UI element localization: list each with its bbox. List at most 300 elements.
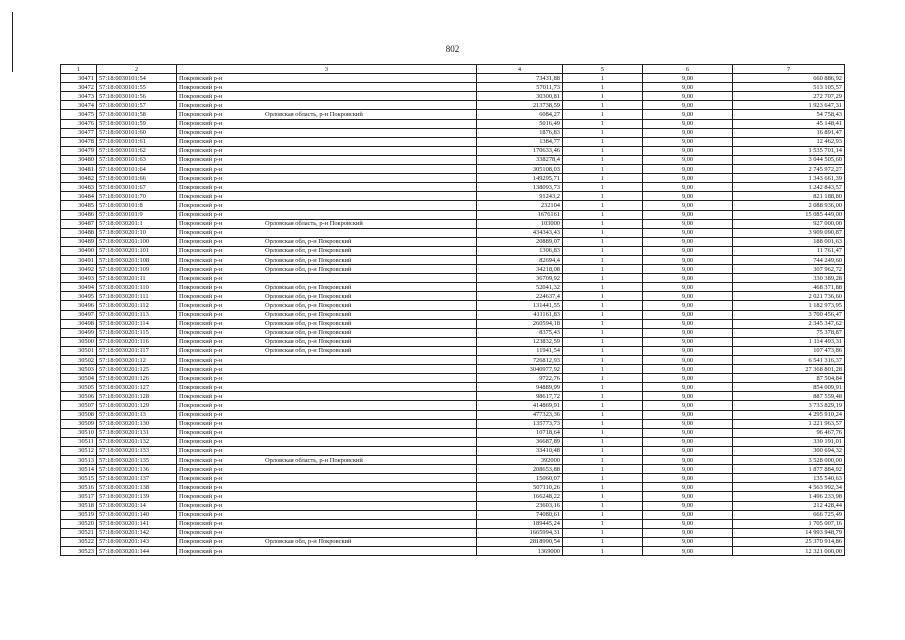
col-header-2: 2 xyxy=(97,65,177,74)
row-number-cell: 30483 xyxy=(61,183,97,192)
table-row xyxy=(61,228,845,237)
location-cell xyxy=(177,155,477,164)
district-text: Покровский р-н xyxy=(179,411,223,419)
row-number-cell: 30519 xyxy=(61,510,97,519)
table-row xyxy=(61,319,845,328)
cadastral-number-cell: 57:18:0030201:14 xyxy=(97,501,177,510)
cadastral-number-cell: 57:18:0030201:116 xyxy=(97,337,177,346)
value-cell: 1306,83 xyxy=(477,246,563,255)
page-number: 802 xyxy=(445,44,460,54)
value-cell: 98617,72 xyxy=(477,392,563,401)
value-cell: 434343,43 xyxy=(477,228,563,237)
rate-cell: 9,00 xyxy=(643,401,733,410)
row-number-cell: 30517 xyxy=(61,492,97,501)
cadastral-number-cell: 57:18:0030201:126 xyxy=(97,374,177,383)
district-text: Покровский р-н xyxy=(179,329,223,337)
location-cell xyxy=(177,237,477,246)
total-cell: 3 733 829,19 xyxy=(733,401,845,410)
cadastral-number-cell: 57:18:0030101:56 xyxy=(97,92,177,101)
total-cell: 854 009,91 xyxy=(733,383,845,392)
row-number-cell: 30502 xyxy=(61,356,97,365)
coefficient-cell: 1 xyxy=(563,201,643,210)
row-number-cell: 30488 xyxy=(61,228,97,237)
col-header-7: 7 xyxy=(733,65,845,74)
coefficient-cell: 1 xyxy=(563,292,643,301)
cadastral-number-cell: 57:18:0030101:59 xyxy=(97,119,177,128)
cadastral-number-cell: 57:18:0030201:112 xyxy=(97,301,177,310)
rate-cell: 9,00 xyxy=(643,365,733,374)
district-text: Покровский р-н xyxy=(179,474,223,482)
cadastral-number-cell: 57:18:0030201:142 xyxy=(97,528,177,537)
table-row xyxy=(61,446,845,455)
rate-cell: 9,00 xyxy=(643,265,733,274)
district-text: Покровский р-н xyxy=(179,311,223,319)
cadastral-number-cell: 57:18:0030201:1 xyxy=(97,219,177,228)
total-cell: 188 001,63 xyxy=(733,237,845,246)
rate-cell: 9,00 xyxy=(643,383,733,392)
value-cell: 9722,76 xyxy=(477,374,563,383)
coefficient-cell: 1 xyxy=(563,510,643,519)
cadastral-number-cell: 57:18:0030201:12 xyxy=(97,356,177,365)
table-row xyxy=(61,183,845,192)
district-text: Покровский р-н xyxy=(179,374,223,382)
table-row xyxy=(61,255,845,264)
total-cell: 1 221 963,57 xyxy=(733,419,845,428)
district-text: Покровский р-н xyxy=(179,101,223,109)
coefficient-cell: 1 xyxy=(563,383,643,392)
location-cell xyxy=(177,392,477,401)
rate-cell: 9,00 xyxy=(643,255,733,264)
total-cell: 3 700 456,47 xyxy=(733,310,845,319)
row-number-cell: 30481 xyxy=(61,165,97,174)
rate-cell: 9,00 xyxy=(643,183,733,192)
address-text: Орловская обл, р-н Покровский xyxy=(265,347,352,355)
table-row xyxy=(61,528,845,537)
rate-cell: 9,00 xyxy=(643,110,733,119)
row-number-cell: 30515 xyxy=(61,474,97,483)
total-cell: 2 745 972,27 xyxy=(733,165,845,174)
value-cell: 10718,64 xyxy=(477,428,563,437)
value-cell: 33410,48 xyxy=(477,446,563,455)
rate-cell: 9,00 xyxy=(643,246,733,255)
row-number-cell: 30477 xyxy=(61,128,97,137)
location-cell xyxy=(177,374,477,383)
row-number-cell: 30523 xyxy=(61,546,97,555)
coefficient-cell: 1 xyxy=(563,237,643,246)
row-number-cell: 30493 xyxy=(61,274,97,283)
coefficient-cell: 1 xyxy=(563,110,643,119)
total-cell: 821 188,80 xyxy=(733,192,845,201)
coefficient-cell: 1 xyxy=(563,483,643,492)
address-text: Орловская обл, р-н Покровский xyxy=(265,338,352,346)
district-text: Покровский р-н xyxy=(179,502,223,510)
table-row xyxy=(61,492,845,501)
district-text: Покровский р-н xyxy=(179,465,223,473)
row-number-cell: 30511 xyxy=(61,437,97,446)
district-text: Покровский р-н xyxy=(179,392,223,400)
value-cell: 30300,81 xyxy=(477,92,563,101)
total-cell: 14 993 948,79 xyxy=(733,528,845,537)
col-header-3: 3 xyxy=(177,65,477,74)
total-cell: 2 345 347,62 xyxy=(733,319,845,328)
rate-cell: 9,00 xyxy=(643,201,733,210)
table-row xyxy=(61,365,845,374)
table-row xyxy=(61,237,845,246)
cadastral-number-cell: 57:18:0030101:67 xyxy=(97,183,177,192)
row-number-cell: 30484 xyxy=(61,192,97,201)
table-row xyxy=(61,165,845,174)
table-row xyxy=(61,110,845,119)
cadastral-number-cell: 57:18:0030101:58 xyxy=(97,110,177,119)
total-cell: 3 528 000,00 xyxy=(733,456,845,465)
value-cell: 2818990,54 xyxy=(477,537,563,546)
location-cell xyxy=(177,437,477,446)
address-text: Орловская обл, р-н Покровский xyxy=(265,311,352,319)
rate-cell: 9,00 xyxy=(643,437,733,446)
total-cell: 75 378,87 xyxy=(733,328,845,337)
location-cell xyxy=(177,192,477,201)
coefficient-cell: 1 xyxy=(563,146,643,155)
cadastral-number-cell: 57:18:0030201:137 xyxy=(97,474,177,483)
location-cell xyxy=(177,183,477,192)
total-cell: 3 044 505,60 xyxy=(733,155,845,164)
coefficient-cell: 1 xyxy=(563,155,643,164)
location-cell xyxy=(177,410,477,419)
value-cell: 166248,22 xyxy=(477,492,563,501)
cadastral-number-cell: 57:18:0030201:128 xyxy=(97,392,177,401)
coefficient-cell: 1 xyxy=(563,310,643,319)
district-text: Покровский р-н xyxy=(179,156,223,164)
value-cell: 1384,77 xyxy=(477,137,563,146)
location-cell xyxy=(177,265,477,274)
total-cell: 212 428,44 xyxy=(733,501,845,510)
total-cell: 1 877 884,92 xyxy=(733,465,845,474)
row-number-cell: 30514 xyxy=(61,465,97,474)
value-cell: 94889,99 xyxy=(477,383,563,392)
value-cell: 52041,32 xyxy=(477,283,563,292)
rate-cell: 9,00 xyxy=(643,119,733,128)
total-cell: 468 371,88 xyxy=(733,283,845,292)
rate-cell: 9,00 xyxy=(643,328,733,337)
total-cell: 887 559,48 xyxy=(733,392,845,401)
total-cell: 107 473,86 xyxy=(733,346,845,355)
cadastral-number-cell: 57:18:0030201:139 xyxy=(97,492,177,501)
table-row xyxy=(61,128,845,137)
location-cell xyxy=(177,519,477,528)
cadastral-number-cell: 57:18:0030201:109 xyxy=(97,265,177,274)
rate-cell: 9,00 xyxy=(643,337,733,346)
total-cell: 300 694,32 xyxy=(733,446,845,455)
table-row xyxy=(61,246,845,255)
value-cell: 36709,92 xyxy=(477,274,563,283)
row-number-cell: 30487 xyxy=(61,219,97,228)
coefficient-cell: 1 xyxy=(563,174,643,183)
table-row xyxy=(61,510,845,519)
cadastral-number-cell: 57:18:0030101:66 xyxy=(97,174,177,183)
table-row xyxy=(61,265,845,274)
total-cell: 330 389,28 xyxy=(733,274,845,283)
district-text: Покровский р-н xyxy=(179,83,223,91)
value-cell: 507110,26 xyxy=(477,483,563,492)
cadastral-number-cell: 57:18:0030101:63 xyxy=(97,155,177,164)
coefficient-cell: 1 xyxy=(563,101,643,110)
coefficient-cell: 1 xyxy=(563,528,643,537)
table-row xyxy=(61,310,845,319)
total-cell: 660 886,92 xyxy=(733,74,845,83)
table-row xyxy=(61,346,845,355)
value-cell: 131441,55 xyxy=(477,301,563,310)
location-cell xyxy=(177,146,477,155)
district-text: Покровский р-н xyxy=(179,365,223,373)
location-cell xyxy=(177,283,477,292)
cadastral-number-cell: 57:18:0030201:129 xyxy=(97,401,177,410)
coefficient-cell: 1 xyxy=(563,456,643,465)
cadastral-number-cell: 57:18:0030201:113 xyxy=(97,310,177,319)
district-text: Покровский р-н xyxy=(179,320,223,328)
coefficient-cell: 1 xyxy=(563,446,643,455)
row-number-cell: 30506 xyxy=(61,392,97,401)
cadastral-number-cell: 57:18:0030201:144 xyxy=(97,546,177,555)
coefficient-cell: 1 xyxy=(563,301,643,310)
coefficient-cell: 1 xyxy=(563,492,643,501)
district-text: Покровский р-н xyxy=(179,74,223,82)
value-cell: 1676161 xyxy=(477,210,563,219)
total-cell: 1 496 233,98 xyxy=(733,492,845,501)
rate-cell: 9,00 xyxy=(643,219,733,228)
row-number-cell: 30498 xyxy=(61,319,97,328)
address-text: Орловская обл, р-н Покровский xyxy=(265,292,352,300)
cadastral-number-cell: 57:18:0030101:62 xyxy=(97,146,177,155)
row-number-cell: 30490 xyxy=(61,246,97,255)
district-text: Покровский р-н xyxy=(179,192,223,200)
address-text: Орловская область, р-н Покровский xyxy=(265,111,363,119)
district-text: Покровский р-н xyxy=(179,383,223,391)
row-number-cell: 30513 xyxy=(61,456,97,465)
location-cell xyxy=(177,310,477,319)
location-cell xyxy=(177,501,477,510)
row-number-cell: 30520 xyxy=(61,519,97,528)
value-cell: 1876,83 xyxy=(477,128,563,137)
row-number-cell: 30499 xyxy=(61,328,97,337)
address-text: Орловская обл, р-н Покровский xyxy=(265,283,352,291)
coefficient-cell: 1 xyxy=(563,501,643,510)
cadastral-number-cell: 57:18:0030201:108 xyxy=(97,255,177,264)
rate-cell: 9,00 xyxy=(643,210,733,219)
coefficient-cell: 1 xyxy=(563,419,643,428)
value-cell: 170633,46 xyxy=(477,146,563,155)
table-row xyxy=(61,301,845,310)
total-cell: 3 909 090,87 xyxy=(733,228,845,237)
table-header-row xyxy=(61,65,845,74)
value-cell: 1369000 xyxy=(477,546,563,555)
total-cell: 12 321 000,00 xyxy=(733,546,845,555)
coefficient-cell: 1 xyxy=(563,128,643,137)
coefficient-cell: 1 xyxy=(563,92,643,101)
cadastral-number-cell: 57:18:0030201:10 xyxy=(97,228,177,237)
rate-cell: 9,00 xyxy=(643,292,733,301)
table-row xyxy=(61,374,845,383)
value-cell: 726812,93 xyxy=(477,356,563,365)
row-number-cell: 30505 xyxy=(61,383,97,392)
table-row xyxy=(61,501,845,510)
coefficient-cell: 1 xyxy=(563,465,643,474)
row-number-cell: 30485 xyxy=(61,201,97,210)
location-cell xyxy=(177,546,477,555)
location-cell xyxy=(177,201,477,210)
row-number-cell: 30512 xyxy=(61,446,97,455)
rate-cell: 9,00 xyxy=(643,174,733,183)
total-cell: 513 105,57 xyxy=(733,83,845,92)
table-row xyxy=(61,456,845,465)
table-row xyxy=(61,465,845,474)
district-text: Покровский р-н xyxy=(179,347,223,355)
location-cell xyxy=(177,292,477,301)
total-cell: 87 504,84 xyxy=(733,374,845,383)
district-text: Покровский р-н xyxy=(179,529,223,537)
value-cell: 6084,27 xyxy=(477,110,563,119)
col-header-5: 5 xyxy=(563,65,643,74)
rate-cell: 9,00 xyxy=(643,128,733,137)
total-cell: 744 249,60 xyxy=(733,255,845,264)
rate-cell: 9,00 xyxy=(643,83,733,92)
table-row xyxy=(61,474,845,483)
rate-cell: 9,00 xyxy=(643,356,733,365)
table-row xyxy=(61,428,845,437)
rate-cell: 9,00 xyxy=(643,483,733,492)
table-row xyxy=(61,483,845,492)
coefficient-cell: 1 xyxy=(563,319,643,328)
coefficient-cell: 1 xyxy=(563,337,643,346)
location-cell xyxy=(177,110,477,119)
rate-cell: 9,00 xyxy=(643,428,733,437)
value-cell: 260594,18 xyxy=(477,319,563,328)
cadastral-number-cell: 57:18:0030101:8 xyxy=(97,201,177,210)
value-cell: 23603,16 xyxy=(477,501,563,510)
row-number-cell: 30521 xyxy=(61,528,97,537)
rate-cell: 9,00 xyxy=(643,419,733,428)
row-number-cell: 30495 xyxy=(61,292,97,301)
rate-cell: 9,00 xyxy=(643,546,733,555)
value-cell: 305108,03 xyxy=(477,165,563,174)
location-cell xyxy=(177,510,477,519)
district-text: Покровский р-н xyxy=(179,256,223,264)
rate-cell: 9,00 xyxy=(643,510,733,519)
district-text: Покровский р-н xyxy=(179,429,223,437)
district-text: Покровский р-н xyxy=(179,483,223,491)
coefficient-cell: 1 xyxy=(563,328,643,337)
cadastral-number-cell: 57:18:0030201:101 xyxy=(97,246,177,255)
district-text: Покровский р-н xyxy=(179,283,223,291)
coefficient-cell: 1 xyxy=(563,283,643,292)
district-text: Покровский р-н xyxy=(179,165,223,173)
value-cell: 82694,4 xyxy=(477,255,563,264)
total-cell: 1 182 973,95 xyxy=(733,301,845,310)
address-text: Орловская область, р-н Покровский xyxy=(265,456,363,464)
district-text: Покровский р-н xyxy=(179,301,223,309)
value-cell: 103000 xyxy=(477,219,563,228)
row-number-cell: 30494 xyxy=(61,283,97,292)
row-number-cell: 30500 xyxy=(61,337,97,346)
district-text: Покровский р-н xyxy=(179,274,223,282)
cadastral-number-cell: 57:18:0030201:100 xyxy=(97,237,177,246)
row-number-cell: 30507 xyxy=(61,401,97,410)
total-cell: 4 295 910,24 xyxy=(733,410,845,419)
cadastral-number-cell: 57:18:0030201:127 xyxy=(97,383,177,392)
location-cell xyxy=(177,165,477,174)
table-row xyxy=(61,337,845,346)
row-number-cell: 30516 xyxy=(61,483,97,492)
location-cell xyxy=(177,428,477,437)
total-cell: 135 540,63 xyxy=(733,474,845,483)
total-cell: 27 368 801,28 xyxy=(733,365,845,374)
district-text: Покровский р-н xyxy=(179,538,223,546)
value-cell: 224637,4 xyxy=(477,292,563,301)
cadastral-number-cell: 57:18:0030101:64 xyxy=(97,165,177,174)
value-cell: 135773,73 xyxy=(477,419,563,428)
rate-cell: 9,00 xyxy=(643,92,733,101)
row-number-cell: 30504 xyxy=(61,374,97,383)
col-header-6: 6 xyxy=(643,65,733,74)
cadastral-number-cell: 57:18:0030101:55 xyxy=(97,83,177,92)
value-cell: 34218,08 xyxy=(477,265,563,274)
coefficient-cell: 1 xyxy=(563,346,643,355)
district-text: Покровский р-н xyxy=(179,247,223,255)
district-text: Покровский р-н xyxy=(179,174,223,182)
total-cell: 927 000,00 xyxy=(733,219,845,228)
rate-cell: 9,00 xyxy=(643,74,733,83)
rate-cell: 9,00 xyxy=(643,501,733,510)
value-cell: 5016,49 xyxy=(477,119,563,128)
scan-edge-mark xyxy=(12,12,13,72)
table-row xyxy=(61,283,845,292)
rate-cell: 9,00 xyxy=(643,165,733,174)
total-cell: 330 191,01 xyxy=(733,437,845,446)
coefficient-cell: 1 xyxy=(563,255,643,264)
cadastral-number-cell: 57:18:0030101:60 xyxy=(97,128,177,137)
row-number-cell: 30503 xyxy=(61,365,97,374)
location-cell xyxy=(177,456,477,465)
coefficient-cell: 1 xyxy=(563,392,643,401)
cadastral-number-cell: 57:18:0030201:125 xyxy=(97,365,177,374)
cadastral-number-cell: 57:18:0030201:133 xyxy=(97,446,177,455)
cadastral-number-cell: 57:18:0030101:54 xyxy=(97,74,177,83)
table-row xyxy=(61,392,845,401)
row-number-cell: 30522 xyxy=(61,537,97,546)
address-text: Орловская обл, р-н Покровский xyxy=(265,238,352,246)
district-text: Покровский р-н xyxy=(179,201,223,209)
row-number-cell: 30496 xyxy=(61,301,97,310)
cadastral-number-cell: 57:18:0030201:110 xyxy=(97,283,177,292)
total-cell: 25 370 914,86 xyxy=(733,537,845,546)
cadastral-number-cell: 57:18:0030201:114 xyxy=(97,319,177,328)
value-cell: 149295,71 xyxy=(477,174,563,183)
row-number-cell: 30479 xyxy=(61,146,97,155)
rate-cell: 9,00 xyxy=(643,456,733,465)
table-row xyxy=(61,519,845,528)
rate-cell: 9,00 xyxy=(643,192,733,201)
total-cell: 1 923 647,31 xyxy=(733,101,845,110)
location-cell xyxy=(177,274,477,283)
cadastral-number-cell: 57:18:0030201:11 xyxy=(97,274,177,283)
total-cell: 4 563 992,34 xyxy=(733,483,845,492)
value-cell: 3040977,92 xyxy=(477,365,563,374)
coefficient-cell: 1 xyxy=(563,210,643,219)
total-cell: 1 114 493,31 xyxy=(733,337,845,346)
value-cell: 15060,07 xyxy=(477,474,563,483)
total-cell: 666 725,49 xyxy=(733,510,845,519)
coefficient-cell: 1 xyxy=(563,265,643,274)
coefficient-cell: 1 xyxy=(563,192,643,201)
